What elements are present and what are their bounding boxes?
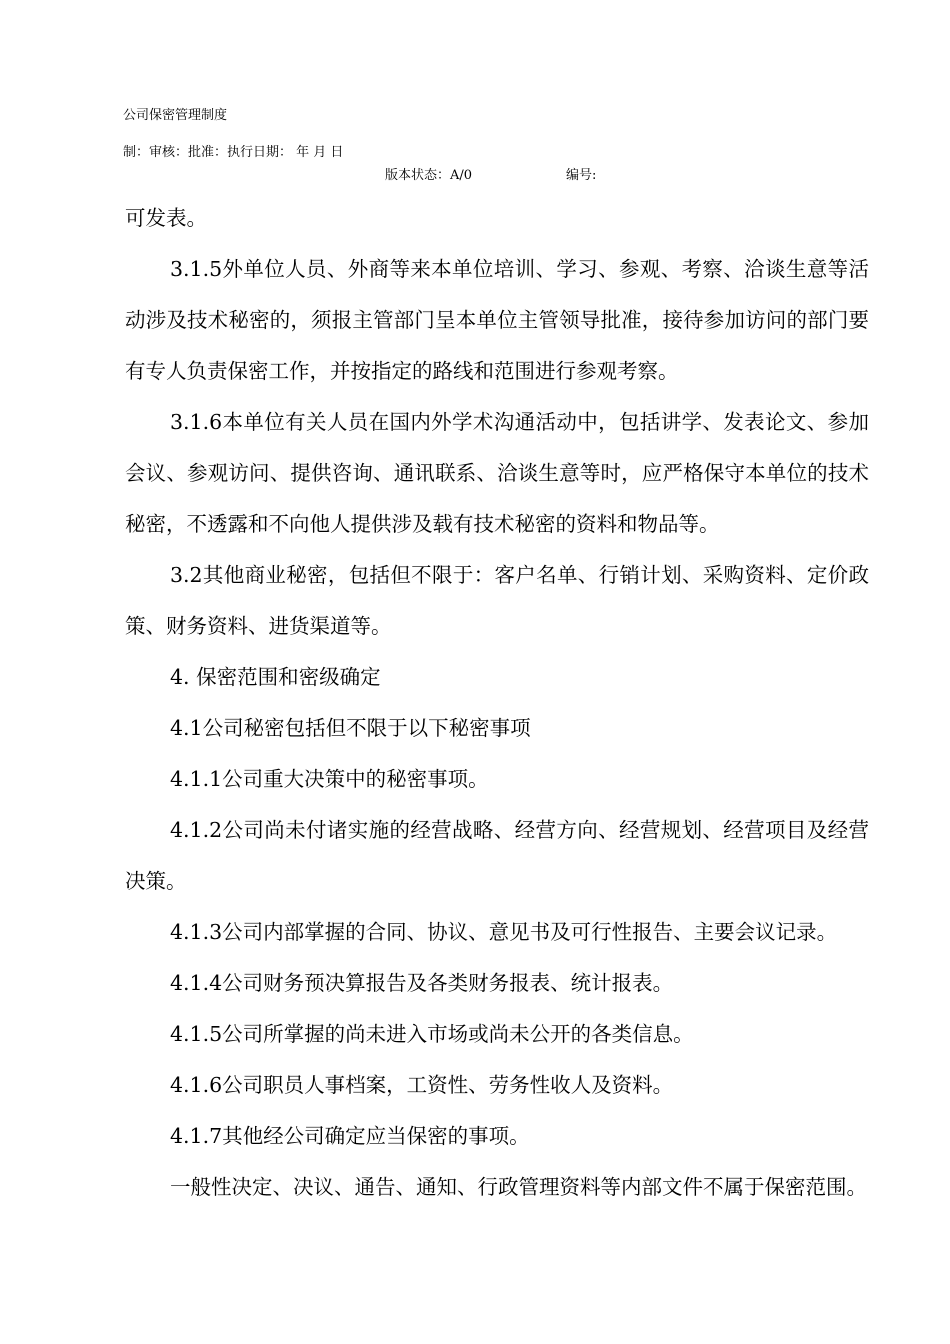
paragraph-4-1-5: 4.1.5公司所掌握的尚未进入市场或尚未公开的各类信息。 (170, 1022, 694, 1046)
document-title: 公司保密管理制度 (123, 108, 228, 123)
paragraph-4-1-6: 4.1.6公司职员人事档案，工资性、劳务性收人及资料。 (170, 1073, 674, 1097)
section-heading-4: 4. 保密范围和密级确定 (170, 665, 381, 689)
paragraph-4-1-3: 4.1.3公司内部掌握的合同、协议、意见书及可行性报告、主要会议记录。 (170, 920, 838, 944)
version-status: 版本状态：A/0 (385, 168, 473, 183)
paragraph-3-2: 3.2其他商业秘密，包括但不限于：客户名单、行销计划、采购资料、定价政策、财务资料、进货渠道等。 (125, 563, 869, 638)
paragraph-4-1-7: 4.1.7其他经公司确定应当保密的事项。 (170, 1124, 530, 1148)
paragraph-3-1-5: 3.1.5外单位人员、外商等来本单位培训、学习、参观、考察、洽谈生意等活动涉及技术秘密的，须报主管部门呈本单位主管领导批准，接待参加访问的部门要有专人负责保密工作，并按指定的路线和范围进行参观考察。 (125, 257, 869, 383)
paragraph-4-1-1: 4.1.1公司重大决策中的秘密事项。 (170, 767, 489, 791)
paragraph-continuation: 可发表。 (125, 206, 207, 230)
paragraph-4-1-4: 4.1.4公司财务预决算报告及各类财务报表、统计报表。 (170, 971, 674, 995)
paragraph-4-1: 4.1公司秘密包括但不限于以下秘密事项 (170, 716, 531, 740)
paragraph-3-1-6: 3.1.6本单位有关人员在国内外学术沟通活动中，包括讲学、发表论文、参加会议、参观访问、提供咨询、通讯联系、洽谈生意等时，应严格保守本单位的技术秘密，不透露和不向他人提供涉及载有技术秘密的资料和物品等。 (125, 410, 869, 536)
approval-line: 制：审核：批准：执行日期： 年 月 日 (123, 145, 344, 160)
paragraph-4-1-2: 4.1.2公司尚未付诸实施的经营战略、经营方向、经营规划、经营项目及经营决策。 (125, 818, 869, 893)
document-body (125, 193, 869, 1213)
document-number: 编号: (566, 168, 597, 183)
paragraph-scope-note: 一般性决定、决议、通告、通知、行政管理资料等内部文件不属于保密范围。 (170, 1175, 867, 1199)
